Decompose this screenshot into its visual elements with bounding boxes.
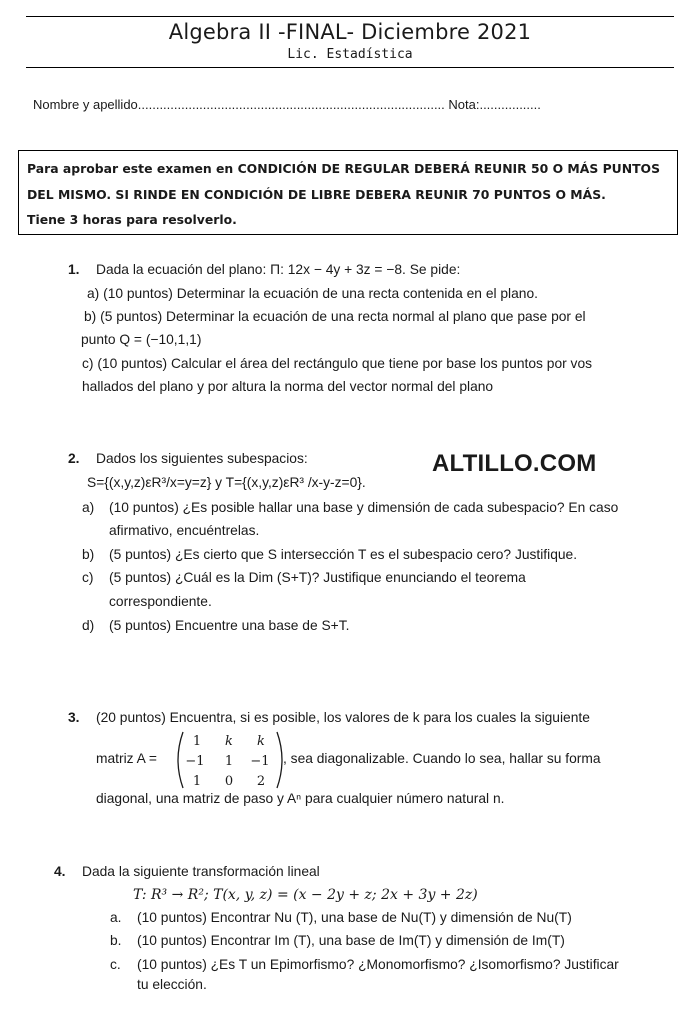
question-3-line: diagonal, una matriz de paso y Aⁿ para cualquier número natural n. (96, 791, 505, 806)
question-4-number: 4. (54, 864, 66, 879)
matrix-right-paren (277, 732, 282, 788)
matrix-cell: −1 (250, 754, 270, 769)
student-name-line: Nombre y apellido..................................................................................... Nota:................. (33, 97, 541, 112)
matrix-cell: 2 (256, 774, 266, 789)
question-2-item-line: afirmativo, encuéntrelas. (109, 523, 260, 538)
question-1-line: punto Q = (−10,1,1) (81, 332, 202, 347)
matrix-a (175, 731, 285, 789)
question-3-number: 3. (68, 710, 80, 725)
notice-line: DEL MISMO. SI RINDE EN CONDICIÓN DE LIBRE DEBERA REUNIR 70 PUNTOS O MÁS. (27, 186, 606, 202)
question-2-sets: S={(x,y,z)εR³/x=y=z} y T={(x,y,z)εR³ /x-y-z=0}. (87, 475, 366, 490)
question-4-item-line: (10 puntos) Encontrar Nu (T), una base de Nu(T) y dimensión de Nu(T) (137, 910, 572, 925)
altillo-watermark: ALTILLO.COM (432, 450, 597, 477)
matrix-cell: 1 (224, 754, 234, 769)
question-1-number: 1. (68, 262, 80, 277)
header-top-rule (26, 16, 674, 17)
matrix-cell: 0 (224, 774, 234, 789)
question-2-item-label: c) (82, 570, 94, 585)
question-2-item-label: a) (82, 500, 95, 515)
matrix-prefix: matriz A = (96, 751, 157, 766)
question-1-line: a) (10 puntos) Determinar la ecuación de una recta contenida en el plano. (87, 286, 538, 301)
question-2-item-line: (5 puntos) ¿Es cierto que S intersección T es el subespacio cero? Justifique. (109, 547, 578, 562)
question-4-item-line: (10 puntos) ¿Es T un Epimorfismo? ¿Monomorfismo? ¿Isomorfismo? Justificar (137, 957, 619, 972)
matrix-cell: k (257, 734, 265, 749)
matrix-cell: −1 (185, 754, 205, 769)
notice-line: Para aprobar este examen en CONDICIÓN DE REGULAR DEBERÁ REUNIR 50 O MÁS PUNTOS (27, 161, 661, 176)
notice-line: Tiene 3 horas para resolverlo. (27, 212, 237, 227)
question-4-intro: Dada la siguiente transformación lineal (82, 864, 320, 879)
question-1-line: hallados del plano y por altura la norma del vector normal del plano (82, 379, 494, 394)
matrix-cell: 1 (192, 774, 202, 789)
question-4-item-label: a. (110, 910, 122, 925)
question-2-number: 2. (68, 451, 80, 466)
question-4-formula: T: R³ → R²; T(x, y, z) = (x − 2y + z; 2x + 3y + 2z) (133, 887, 478, 903)
question-1-line: c) (10 puntos) Calcular el área del rectángulo que tiene por base los puntos por vos (82, 356, 593, 371)
matrix-cell: k (225, 734, 233, 749)
question-1-line: b) (5 puntos) Determinar la ecuación de una recta normal al plano que pase por el (84, 309, 586, 324)
notice-box (18, 150, 678, 235)
question-2-item-line: (5 puntos) Encuentre una base de S+T. (109, 618, 350, 633)
exam-subtitle: Lic. Estadística (287, 47, 413, 62)
question-4-item-line: tu elección. (137, 977, 207, 992)
question-1-intro: Dada la ecuación del plano: Π: 12x − 4y + 3z = −8. Se pide: (96, 262, 461, 277)
question-2-item-line: (5 puntos) ¿Cuál es la Dim (S+T)? Justifique enunciando el teorema (109, 570, 526, 585)
question-2-intro: Dados los siguientes subespacios: (96, 451, 308, 466)
question-2-item-line: (10 puntos) ¿Es posible hallar una base y dimensión de cada subespacio? En caso (109, 500, 619, 515)
question-4-item-line: (10 puntos) Encontrar Im (T), una base de Im(T) y dimensión de Im(T) (137, 933, 565, 948)
matrix-suffix: , sea diagonalizable. Cuando lo sea, hallar su forma (283, 751, 601, 766)
matrix-left-paren (178, 732, 183, 788)
question-2-item-label: d) (82, 618, 95, 633)
matrix-cell: 1 (192, 734, 202, 749)
question-4-item-label: b. (110, 933, 122, 948)
question-4-item-label: c. (110, 957, 121, 972)
question-2-item-label: b) (82, 547, 95, 562)
question-2-item-line: correspondiente. (109, 594, 212, 609)
exam-title: Algebra II -FINAL- Diciembre 2021 (168, 20, 532, 44)
question-3-line: (20 puntos) Encuentra, si es posible, los valores de k para los cuales la siguiente (96, 710, 590, 725)
header-bottom-rule (26, 67, 674, 68)
